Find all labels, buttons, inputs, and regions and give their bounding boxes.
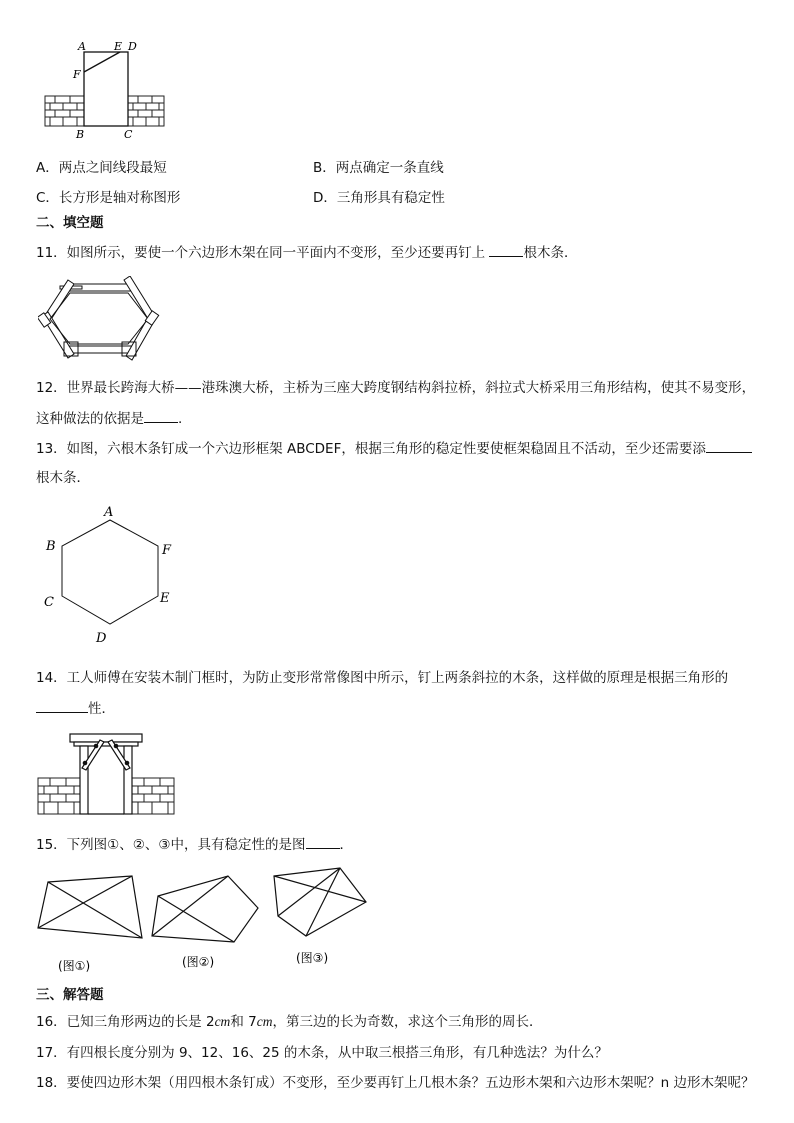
option-c: C．长方形是轴对称图形 <box>36 190 181 206</box>
question-13-line2: 根木条． <box>36 470 90 486</box>
label-F: F <box>73 68 81 81</box>
label-A: A <box>78 40 86 53</box>
section-fill-in-heading: 二、填空题 <box>36 215 104 231</box>
answer-blank-15[interactable] <box>306 834 340 849</box>
answer-blank-13[interactable] <box>706 438 752 453</box>
figure-2-pentagon <box>148 866 266 976</box>
hex-label-C: C <box>44 595 54 610</box>
door-frame-braces-figure <box>36 728 176 818</box>
hex-label-B: B <box>46 539 56 554</box>
question-12-line1: 12．世界最长跨海大桥——港珠澳大桥，主桥为三座大跨度钢结构斜拉桥，斜拉式大桥采用三角形结构，使其不易变形， <box>36 380 756 396</box>
door-frame-figure <box>40 38 170 142</box>
option-a: A．两点之间线段最短 <box>36 160 167 176</box>
question-16-unit1: cm <box>214 1014 231 1029</box>
question-16 <box>36 1012 542 1032</box>
question-16-p2: 和 7 <box>230 1014 257 1030</box>
question-13-text: 13．如图，六根木条钉成一个六边形框架 ABCDEF，根据三角形的稳定性要使框架稳固且不活动，至少还需要添 <box>36 441 706 457</box>
answer-blank-14[interactable] <box>36 698 88 713</box>
question-11-suffix: 根木条． <box>523 245 578 261</box>
question-13-line1 <box>36 438 752 459</box>
hex-label-E: E <box>160 591 170 606</box>
question-15-text: 15．下列图①、②、③中，具有稳定性的是图 <box>36 837 306 853</box>
question-15 <box>36 834 353 855</box>
caption-figure-3: (图③) <box>296 951 329 965</box>
section-answer-heading: 三、解答题 <box>36 987 104 1003</box>
question-17: 17．有四根长度分别为 9、12、16、25 的木条，从中取三根搭三角形，有几种选法？为什么？ <box>36 1045 608 1061</box>
label-D: D <box>128 40 137 53</box>
caption-figure-1: (图①) <box>58 959 91 973</box>
hexagon-abcdef-figure <box>38 502 188 648</box>
hex-label-F: F <box>162 543 172 558</box>
label-C: C <box>124 128 133 141</box>
question-12-end: . <box>178 411 183 427</box>
figure-1-quadrilateral <box>36 866 148 976</box>
caption-figure-2: (图②) <box>182 955 215 969</box>
question-14-line2 <box>36 698 115 719</box>
question-16-p3: ，第三边的长为奇数，求这个三角形的周长． <box>272 1014 543 1030</box>
label-B: B <box>76 128 85 141</box>
question-12-line2 <box>36 408 182 429</box>
option-d: D．三角形具有稳定性 <box>313 190 445 206</box>
answer-blank-11[interactable] <box>489 242 523 257</box>
label-E: E <box>114 40 123 53</box>
hexagon-wooden-frame-figure <box>38 276 160 366</box>
question-16-p1: 16．已知三角形两边的长是 2 <box>36 1014 215 1030</box>
question-15-end: ． <box>339 837 353 853</box>
hex-label-D: D <box>96 631 107 646</box>
question-16-unit2: cm <box>256 1014 273 1029</box>
question-11-text: 11．如图所示，要使一个六边形木架在同一平面内不变形，至少还要再钉上 <box>36 245 490 261</box>
question-18: 18．要使四边形木架（用四根木条钉成）不变形，至少要再钉上几根木条？五边形木架和六边形木架呢？n 边形木架呢？ <box>36 1075 755 1091</box>
figure-3-pentagon <box>270 862 372 974</box>
question-14-line1: 14．工人师傅在安装木制门框时，为防止变形常常像图中所示，钉上两条斜拉的木条，这样做的原理是根据三角形的 <box>36 670 729 686</box>
answer-blank-12[interactable] <box>144 408 178 423</box>
question-14-text: 性． <box>88 701 115 717</box>
question-12-line2-text: 这种做法的依据是 <box>36 411 144 427</box>
option-b: B．两点确定一条直线 <box>313 160 444 176</box>
question-11 <box>36 242 577 263</box>
hex-label-A: A <box>104 505 114 520</box>
